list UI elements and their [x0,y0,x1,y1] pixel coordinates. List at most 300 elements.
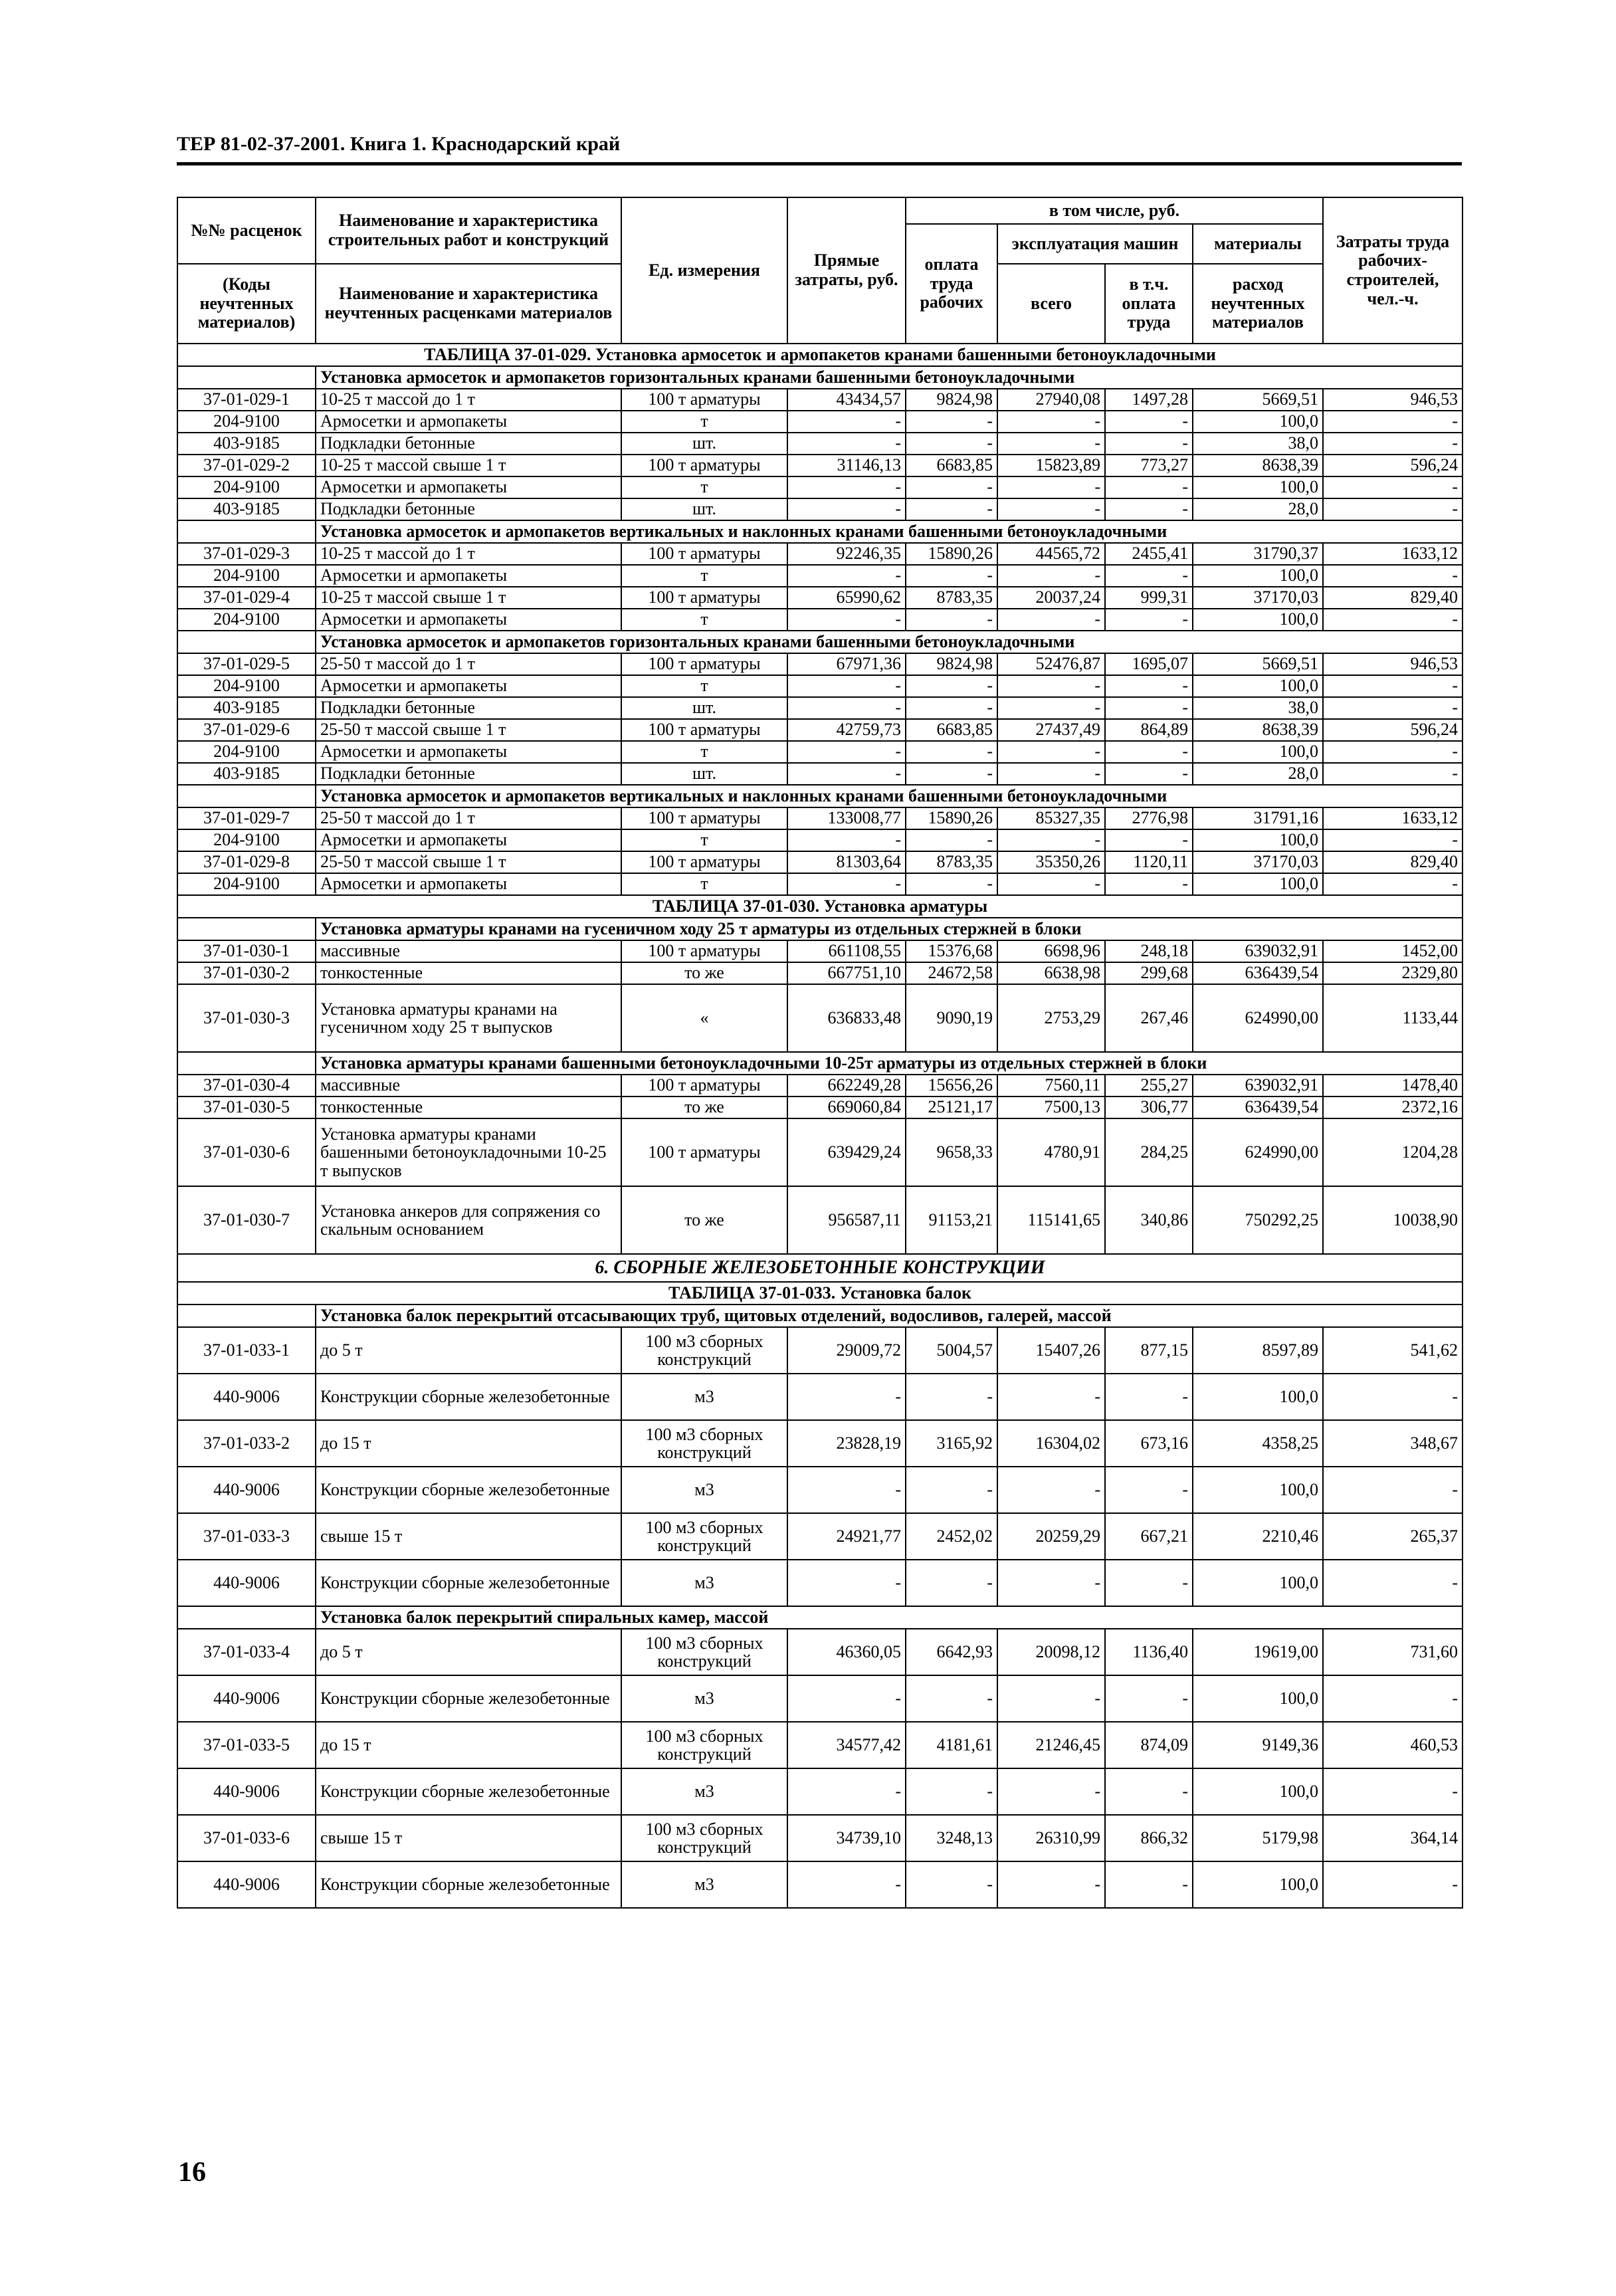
rate-unit: 100 т арматуры [621,1118,787,1186]
col-unit-header: Ед. измерения [621,197,787,344]
labor-hours: 946,53 [1323,389,1463,411]
rate-code: 204-9100 [177,565,316,587]
materials-cost: 28,0 [1193,763,1323,785]
table-heading-row [177,344,1463,366]
table-row [177,1513,1463,1560]
machine-wage-cost: - [1105,609,1193,631]
rate-code: 37-01-033-6 [177,1815,316,1861]
labor-hours: 348,67 [1323,1420,1463,1467]
labor-hours: 946,53 [1323,653,1463,675]
wages-cost: - [906,697,997,719]
direct-cost: 23828,19 [787,1420,906,1467]
labor-hours: - [1323,1768,1463,1815]
rate-code: 37-01-030-1 [177,940,316,962]
machine-wage-cost: - [1105,433,1193,455]
labor-hours: 364,14 [1323,1815,1463,1861]
machine-cost: 35350,26 [997,851,1105,873]
rate-code: 37-01-029-4 [177,587,316,609]
rate-code: 37-01-030-4 [177,1075,316,1096]
table-row [177,763,1463,785]
table-row [177,609,1463,631]
rate-unit: 100 т арматуры [621,719,787,741]
col-mat-alt-header: расход неучтенных материалов [1193,264,1323,344]
machine-wage-cost: - [1105,1861,1193,1908]
group-heading: Установка балок перекрытий отсасывающих труб, щитовых отделений, водосливов, галерей, массой [316,1305,1463,1327]
table-row [177,389,1463,411]
direct-cost: - [787,873,906,895]
wages-cost: 5004,57 [906,1327,997,1374]
rate-code: 440-9006 [177,1467,316,1513]
labor-hours: 1133,44 [1323,984,1463,1052]
wages-cost: 9824,98 [906,653,997,675]
machine-cost: 15823,89 [997,455,1105,476]
wages-cost: 15656,26 [906,1075,997,1096]
machine-wage-cost: 877,15 [1105,1327,1193,1374]
machine-wage-cost: - [1105,1675,1193,1722]
rate-unit: 100 т арматуры [621,587,787,609]
group-spacer [177,785,316,807]
rate-name: тонкостенные [316,962,621,984]
labor-hours: - [1323,697,1463,719]
group-heading-row [177,1305,1463,1327]
group-spacer [177,1606,316,1629]
wages-cost: - [906,498,997,520]
rate-unit: 100 м3 сборных конструкций [621,1815,787,1861]
machine-wage-cost: 267,46 [1105,984,1193,1052]
wages-cost: 8783,35 [906,587,997,609]
materials-cost: 5669,51 [1193,389,1323,411]
machine-cost: 6638,98 [997,962,1105,984]
machine-cost: 6698,96 [997,940,1105,962]
rate-unit: 100 м3 сборных конструкций [621,1722,787,1768]
rate-name: Армосетки и армопакеты [316,873,621,895]
direct-cost: - [787,829,906,851]
wages-cost: - [906,1675,997,1722]
direct-cost: 639429,24 [787,1118,906,1186]
direct-cost: - [787,741,906,763]
labor-hours: - [1323,498,1463,520]
labor-hours: 460,53 [1323,1722,1463,1768]
rate-code: 37-01-033-1 [177,1327,316,1374]
rate-code: 37-01-029-2 [177,455,316,476]
table-row [177,962,1463,984]
table-row [177,498,1463,520]
wages-cost: 6683,85 [906,455,997,476]
table-row [177,565,1463,587]
machine-wage-cost: - [1105,741,1193,763]
table-row [177,1560,1463,1606]
materials-cost: 639032,91 [1193,1075,1323,1096]
wages-cost: - [906,829,997,851]
table-row [177,807,1463,829]
rate-name: Конструкции сборные железобетонные [316,1467,621,1513]
wages-cost: - [906,565,997,587]
rate-code: 403-9185 [177,498,316,520]
machine-wage-cost: 255,27 [1105,1075,1193,1096]
table-row [177,587,1463,609]
direct-cost: 31146,13 [787,455,906,476]
materials-cost: 28,0 [1193,498,1323,520]
col-labor-header: Затраты труда рабочих-строителей, чел.-ч. [1323,197,1463,344]
rate-code: 37-01-029-5 [177,653,316,675]
table-row [177,1075,1463,1096]
materials-cost: 31791,16 [1193,807,1323,829]
rate-code: 440-9006 [177,1861,316,1908]
labor-hours: 829,40 [1323,587,1463,609]
machine-cost: 20037,24 [997,587,1105,609]
machine-wage-cost: 864,89 [1105,719,1193,741]
table-row [177,940,1463,962]
direct-cost: 42759,73 [787,719,906,741]
rate-name: 10-25 т массой до 1 т [316,543,621,565]
section-heading-row [177,1254,1463,1282]
materials-cost: 100,0 [1193,741,1323,763]
rate-code: 204-9100 [177,873,316,895]
rate-unit: « [621,984,787,1052]
col-materials-header: материалы [1193,224,1323,264]
direct-cost: 667751,10 [787,962,906,984]
direct-cost: 81303,64 [787,851,906,873]
section-heading: 6. СБОРНЫЕ ЖЕЛЕЗОБЕТОННЫЕ КОНСТРУКЦИИ [177,1254,1463,1282]
materials-cost: 100,0 [1193,675,1323,697]
direct-cost: - [787,609,906,631]
table-heading: ТАБЛИЦА 37-01-029. Установка армосеток и армопакетов кранами башенными бетоноукладочными [177,344,1463,366]
materials-cost: 100,0 [1193,873,1323,895]
rate-name: 25-50 т массой до 1 т [316,807,621,829]
rate-unit: м3 [621,1861,787,1908]
rate-name: Армосетки и армопакеты [316,829,621,851]
rate-unit: шт. [621,433,787,455]
labor-hours: - [1323,565,1463,587]
machine-cost: - [997,1374,1105,1420]
rate-unit: 100 м3 сборных конструкций [621,1327,787,1374]
table-row [177,476,1463,498]
direct-cost: 636833,48 [787,984,906,1052]
materials-cost: 100,0 [1193,1467,1323,1513]
direct-cost: 34577,42 [787,1722,906,1768]
materials-cost: 100,0 [1193,565,1323,587]
materials-cost: 37170,03 [1193,851,1323,873]
rate-code: 204-9100 [177,609,316,631]
direct-cost: - [787,1374,906,1420]
materials-cost: 2210,46 [1193,1513,1323,1560]
table-row [177,1327,1463,1374]
rate-code: 403-9185 [177,763,316,785]
labor-hours: - [1323,675,1463,697]
machine-wage-cost: - [1105,675,1193,697]
materials-cost: 8638,39 [1193,719,1323,741]
rate-name: Армосетки и армопакеты [316,741,621,763]
direct-cost: 133008,77 [787,807,906,829]
direct-cost: 92246,35 [787,543,906,565]
group-heading: Установка балок перекрытий спиральных камер, массой [316,1606,1463,1629]
direct-cost: 43434,57 [787,389,906,411]
machine-cost: 7500,13 [997,1096,1105,1118]
direct-cost: - [787,675,906,697]
machine-cost: - [997,1560,1105,1606]
group-heading-row [177,785,1463,807]
machine-wage-cost: 866,32 [1105,1815,1193,1861]
col-machines-header: эксплуатация машин [997,224,1193,264]
wages-cost: - [906,873,997,895]
machine-cost: - [997,411,1105,433]
labor-hours: 596,24 [1323,455,1463,476]
machine-wage-cost: 284,25 [1105,1118,1193,1186]
table-row [177,1768,1463,1815]
labor-hours: - [1323,1560,1463,1606]
labor-hours: 541,62 [1323,1327,1463,1374]
rate-code: 37-01-033-4 [177,1629,316,1675]
rate-name: Установка арматуры кранами на гусеничном ходу 25 т выпусков [316,984,621,1052]
machine-cost: 4780,91 [997,1118,1105,1186]
group-heading: Установка арматуры кранами на гусеничном ходу 25 т арматуры из отдельных стержней в блоки [316,918,1463,940]
rate-code: 204-9100 [177,675,316,697]
machine-cost: 26310,99 [997,1815,1105,1861]
materials-cost: 100,0 [1193,476,1323,498]
table-row [177,1815,1463,1861]
wages-cost: 3165,92 [906,1420,997,1467]
rate-name: свыше 15 т [316,1513,621,1560]
direct-cost: 24921,77 [787,1513,906,1560]
machine-wage-cost: - [1105,1560,1193,1606]
wages-cost: 15890,26 [906,807,997,829]
col-code-header: №№ расценок [177,197,316,264]
table-row [177,1467,1463,1513]
direct-cost: - [787,411,906,433]
labor-hours: - [1323,741,1463,763]
rate-unit: т [621,829,787,851]
rate-code: 37-01-033-3 [177,1513,316,1560]
machine-cost: 85327,35 [997,807,1105,829]
table-row [177,697,1463,719]
materials-cost: 100,0 [1193,609,1323,631]
group-spacer [177,366,316,389]
col-direct-header: Прямые затраты, руб. [787,197,906,344]
rate-name: 10-25 т массой свыше 1 т [316,587,621,609]
materials-cost: 636439,54 [1193,962,1323,984]
materials-cost: 636439,54 [1193,1096,1323,1118]
table-row [177,1861,1463,1908]
table-row [177,741,1463,763]
machine-cost: 44565,72 [997,543,1105,565]
table-heading-row [177,895,1463,918]
materials-cost: 624990,00 [1193,984,1323,1052]
materials-cost: 624990,00 [1193,1118,1323,1186]
machine-cost: - [997,697,1105,719]
group-heading: Установка армосеток и армопакетов горизонтальных кранами башенными бетоноукладочными [316,366,1463,389]
rate-unit: 100 м3 сборных конструкций [621,1513,787,1560]
materials-cost: 100,0 [1193,1560,1323,1606]
rate-unit: 100 т арматуры [621,1075,787,1096]
group-spacer [177,520,316,543]
direct-cost: - [787,565,906,587]
machine-cost: - [997,609,1105,631]
materials-cost: 4358,25 [1193,1420,1323,1467]
labor-hours: 1204,28 [1323,1118,1463,1186]
wages-cost: - [906,1560,997,1606]
rate-code: 440-9006 [177,1560,316,1606]
direct-cost: - [787,1768,906,1815]
materials-cost: 9149,36 [1193,1722,1323,1768]
rate-code: 204-9100 [177,476,316,498]
group-heading: Установка армосеток и армопакетов вертикальных и наклонных кранами башенными бетоноукладочными [316,785,1463,807]
page-number: 16 [178,2157,206,2188]
table-heading: ТАБЛИЦА 37-01-030. Установка арматуры [177,895,1463,918]
labor-hours: 2372,16 [1323,1096,1463,1118]
table-row [177,455,1463,476]
rate-name: 25-50 т массой до 1 т [316,653,621,675]
rate-name: Подкладки бетонные [316,498,621,520]
machine-wage-cost: 667,21 [1105,1513,1193,1560]
rate-unit: шт. [621,498,787,520]
machine-cost: 7560,11 [997,1075,1105,1096]
machine-wage-cost: 306,77 [1105,1096,1193,1118]
rate-unit: 100 т арматуры [621,851,787,873]
direct-cost: 65990,62 [787,587,906,609]
rate-unit: т [621,565,787,587]
rate-name: массивные [316,940,621,962]
rate-unit: то же [621,962,787,984]
labor-hours: - [1323,609,1463,631]
labor-hours: 1633,12 [1323,543,1463,565]
machine-cost: 20259,29 [997,1513,1105,1560]
rate-unit: м3 [621,1768,787,1815]
rate-name: массивные [316,1075,621,1096]
rate-name: 10-25 т массой до 1 т [316,389,621,411]
group-heading-row [177,520,1463,543]
rate-name: тонкостенные [316,1096,621,1118]
machine-wage-cost: 1120,11 [1105,851,1193,873]
direct-cost: 661108,55 [787,940,906,962]
wages-cost: - [906,763,997,785]
materials-cost: 5669,51 [1193,653,1323,675]
materials-cost: 750292,25 [1193,1186,1323,1254]
rate-code: 403-9185 [177,433,316,455]
direct-cost: - [787,476,906,498]
table-row [177,829,1463,851]
labor-hours: 1452,00 [1323,940,1463,962]
table-row [177,433,1463,455]
rate-code: 37-01-029-3 [177,543,316,565]
labor-hours: - [1323,1675,1463,1722]
wages-cost: 6642,93 [906,1629,997,1675]
table-row [177,653,1463,675]
direct-cost: 662249,28 [787,1075,906,1096]
rate-unit: м3 [621,1675,787,1722]
rate-unit: 100 м3 сборных конструкций [621,1420,787,1467]
machine-cost: 15407,26 [997,1327,1105,1374]
rate-name: Армосетки и армопакеты [316,476,621,498]
machine-wage-cost: - [1105,498,1193,520]
machine-cost: - [997,1861,1105,1908]
materials-cost: 100,0 [1193,829,1323,851]
rate-name: Подкладки бетонные [316,697,621,719]
machine-wage-cost: - [1105,829,1193,851]
table-row [177,719,1463,741]
rate-name: Установка арматуры кранами башенными бетоноукладочными 10-25 т выпусков [316,1118,621,1186]
machine-cost: 52476,87 [997,653,1105,675]
machine-wage-cost: - [1105,1768,1193,1815]
direct-cost: - [787,697,906,719]
machine-wage-cost: - [1105,411,1193,433]
table-row [177,1629,1463,1675]
rate-unit: 100 т арматуры [621,543,787,565]
rate-code: 204-9100 [177,741,316,763]
table-row [177,1675,1463,1722]
rate-code: 37-01-033-5 [177,1722,316,1768]
rate-name: Подкладки бетонные [316,763,621,785]
wages-cost: - [906,476,997,498]
rate-unit: 100 т арматуры [621,807,787,829]
labor-hours: 10038,90 [1323,1186,1463,1254]
machine-wage-cost: - [1105,697,1193,719]
rate-code: 37-01-030-2 [177,962,316,984]
machine-cost: - [997,498,1105,520]
machine-cost: - [997,829,1105,851]
machine-wage-cost: 1695,07 [1105,653,1193,675]
rate-name: Установка анкеров для сопряжения со скальным основанием [316,1186,621,1254]
group-heading: Установка армосеток и армопакетов вертикальных и наклонных кранами башенными бетоноукладочными [316,520,1463,543]
group-spacer [177,1052,316,1075]
col-mach-wage-header: в т.ч. оплата труда [1105,264,1193,344]
rate-unit: 100 т арматуры [621,455,787,476]
machine-wage-cost: 773,27 [1105,455,1193,476]
machine-wage-cost: 999,31 [1105,587,1193,609]
rate-code: 440-9006 [177,1768,316,1815]
wages-cost: 9090,19 [906,984,997,1052]
rate-name: Армосетки и армопакеты [316,675,621,697]
machine-wage-cost: - [1105,1374,1193,1420]
materials-cost: 19619,00 [1193,1629,1323,1675]
rate-unit: 100 м3 сборных конструкций [621,1629,787,1675]
materials-cost: 8638,39 [1193,455,1323,476]
rates-body [177,344,1463,1908]
direct-cost: 46360,05 [787,1629,906,1675]
machine-wage-cost: 2455,41 [1105,543,1193,565]
rate-name: 10-25 т массой свыше 1 т [316,455,621,476]
labor-hours: 265,37 [1323,1513,1463,1560]
table-row [177,675,1463,697]
rate-unit: т [621,675,787,697]
rate-code: 440-9006 [177,1675,316,1722]
wages-cost: 24672,58 [906,962,997,984]
machine-wage-cost: - [1105,763,1193,785]
direct-cost: 34739,10 [787,1815,906,1861]
materials-cost: 37170,03 [1193,587,1323,609]
rate-name: Конструкции сборные железобетонные [316,1675,621,1722]
rate-unit: то же [621,1096,787,1118]
group-heading-row [177,631,1463,653]
rate-name: 25-50 т массой свыше 1 т [316,851,621,873]
wages-cost: 4181,61 [906,1722,997,1768]
labor-hours: - [1323,1861,1463,1908]
rate-unit: т [621,476,787,498]
machine-wage-cost: 673,16 [1105,1420,1193,1467]
rate-name: Армосетки и армопакеты [316,565,621,587]
direct-cost: 669060,84 [787,1096,906,1118]
materials-cost: 100,0 [1193,1861,1323,1908]
machine-wage-cost: - [1105,476,1193,498]
header-rule [177,162,1462,165]
table-heading-row [177,1282,1463,1305]
group-heading: Установка армосеток и армопакетов горизонтальных кранами башенными бетоноукладочными [316,631,1463,653]
rate-name: до 15 т [316,1722,621,1768]
materials-cost: 639032,91 [1193,940,1323,962]
table-row [177,1096,1463,1118]
rate-code: 37-01-033-2 [177,1420,316,1467]
wages-cost: - [906,433,997,455]
direct-cost: - [787,1560,906,1606]
